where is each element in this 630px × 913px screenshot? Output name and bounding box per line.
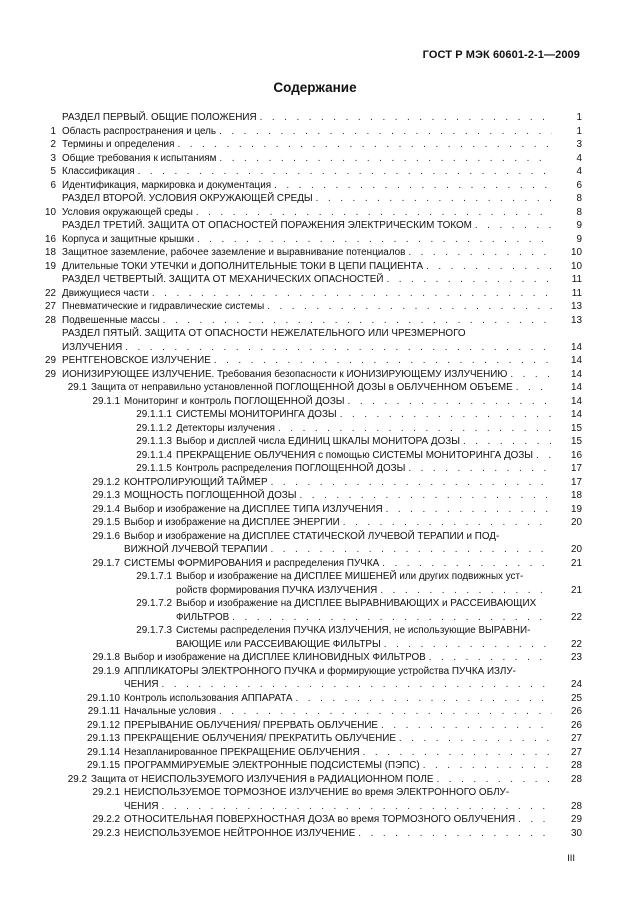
toc-entry-title: Общие требования к испытаниям	[62, 152, 217, 164]
toc-entry-page: 21	[571, 557, 582, 569]
dot-leader	[296, 692, 552, 706]
toc-entry[interactable]	[0, 827, 630, 841]
toc-entry[interactable]	[0, 489, 630, 503]
dot-leader	[271, 476, 552, 490]
toc-entry-number: 29.1.7	[92, 557, 120, 569]
toc-entry-number: 29.1.13	[87, 733, 120, 744]
toc-entry-number: 29.1.1	[92, 395, 120, 407]
toc-entry-number: 29.1.1.1	[136, 409, 172, 420]
toc-entry-title: ПРОГРАММИРУЕМЫЕ ЭЛЕКТРОННЫЕ ПОДСИСТЕМЫ (ПЭПС)	[124, 760, 420, 771]
toc-entry-number: 29.1.11	[87, 706, 120, 717]
toc-entry-page: 26	[571, 719, 582, 731]
dot-leader	[219, 125, 552, 139]
toc-entry-number: 29.1.15	[87, 760, 120, 771]
toc-entry[interactable]	[0, 462, 630, 476]
toc-entry-page: 28	[571, 773, 582, 785]
dot-leader	[214, 354, 552, 368]
dot-leader	[316, 192, 552, 206]
toc-entry[interactable]	[0, 165, 630, 179]
toc-entry-title: ВИЖНОЙ ЛУЧЕВОЙ ТЕРАПИИ	[124, 544, 268, 555]
toc-entry-number: 28	[45, 314, 56, 326]
toc-entry-number: 29.1.5	[92, 517, 120, 528]
toc-entry-number: 29.1.8	[92, 652, 120, 663]
toc-entry[interactable]	[0, 813, 630, 827]
toc-entry-title: Защитное заземление, рабочее заземление и выравнивание потенциалов	[62, 247, 406, 258]
toc-entry-title: МОЩНОСТЬ ПОГЛОЩЕННОЙ ДОЗЫ	[124, 490, 297, 501]
dot-leader	[536, 449, 552, 463]
dot-leader	[267, 300, 552, 314]
toc-entry[interactable]	[0, 570, 630, 597]
toc-entry-title: Детекторы излучения	[176, 422, 276, 434]
toc-entry-page: 17	[571, 463, 582, 474]
toc-entry-page: 14	[571, 382, 582, 393]
dot-leader	[381, 719, 552, 733]
toc-entry-title: ПРЕКРАЩЕНИЕ ОБЛУЧЕНИЯ с помощью СИСТЕМЫ МОНИТОРИНГА ДОЗЫ	[176, 449, 534, 461]
toc-entry[interactable]	[0, 125, 630, 139]
dot-leader	[386, 503, 552, 517]
toc-entry[interactable]	[0, 368, 630, 382]
toc-entry-page: 14	[571, 409, 582, 420]
toc-entry-page: 14	[571, 355, 582, 366]
toc-entry-page: 25	[571, 692, 582, 704]
dot-leader	[429, 651, 552, 665]
toc-entry-number: 22	[45, 287, 56, 299]
toc-entry-title: СИСТЕМЫ ФОРМИРОВАНИЯ и распределения ПУЧКА	[124, 557, 380, 569]
toc-entry-title: Незапланированное ПРЕКРАЩЕНИЕ ОБЛУЧЕНИЯ	[124, 746, 360, 758]
toc-entry-number: 29.1.7.2	[136, 598, 172, 609]
toc-entry-title: РАЗДЕЛ ТРЕТИЙ. ЗАЩИТА ОТ ОПАСНОСТЕЙ ПОРАЖЕНИЯ ЭЛЕКТРИЧЕСКИМ ТОКОМ	[62, 220, 472, 231]
toc-entry[interactable]	[0, 300, 630, 314]
dot-leader	[363, 746, 552, 760]
toc-entry-number: 10	[45, 206, 56, 218]
toc-entry-page: 13	[571, 301, 582, 312]
dot-leader	[423, 759, 552, 773]
dot-leader	[219, 152, 552, 166]
dot-leader	[426, 260, 552, 274]
toc-entry[interactable]	[0, 449, 630, 463]
toc-entry-page: 27	[571, 733, 582, 744]
toc-entry-page: 28	[571, 760, 582, 771]
toc-entry-number: 29.1.7.3	[136, 625, 172, 636]
dot-leader	[152, 287, 552, 301]
toc-entry-title: ИОНИЗИРУЮЩЕЕ ИЗЛУЧЕНИЕ. Требования безопасности к ИОНИЗИРУЮЩЕМУ ИЗЛУЧЕНИЮ	[62, 368, 508, 380]
toc-entry-page: 9	[576, 233, 582, 245]
toc-entry-page: 29	[571, 814, 582, 825]
toc-entry[interactable]	[0, 719, 630, 733]
dot-leader	[358, 827, 552, 841]
toc-entry-title: Подвешенные массы	[62, 314, 160, 326]
toc-entry-page: 4	[576, 166, 582, 177]
page-number: III	[567, 853, 575, 864]
toc-entry-title: Контроль использования АППАРАТА	[124, 692, 293, 704]
dot-leader	[518, 813, 552, 827]
toc-entry[interactable]	[0, 773, 630, 787]
toc-entry-number: 29.1.12	[87, 719, 120, 731]
toc-entry-title: ройств формирования ПУЧКА ИЗЛУЧЕНИЯ	[176, 584, 378, 596]
toc-entry[interactable]	[0, 557, 630, 571]
toc-entry-title: ИЗЛУЧЕНИЯ	[62, 341, 123, 353]
toc-entry-page: 28	[571, 800, 582, 812]
toc-entry-number: 29.1.2	[92, 476, 120, 488]
toc-entry-title: НЕИСПОЛЬЗУЕМОЕ ТОРМОЗНОЕ ИЗЛУЧЕНИЕ во время ЭЛЕКТРОННОГО ОБЛУ-	[124, 787, 510, 798]
dot-leader	[197, 233, 552, 247]
toc-entry-page: 10	[571, 247, 582, 258]
toc-entry-page: 9	[576, 220, 582, 231]
toc-entry-page: 30	[571, 827, 582, 839]
toc-entry-page: 11	[571, 287, 582, 299]
dot-leader	[125, 341, 552, 355]
toc-entry-title: Пневматические и гидравлические системы	[62, 301, 265, 312]
toc-entry[interactable]	[0, 192, 630, 206]
toc-entry-page: 19	[571, 503, 582, 515]
toc-entry-title: Выбор и изображение на ДИСПЛЕЕ ВЫРАВНИВАЮЩИХ и РАССЕИВАЮЩИХ	[176, 598, 537, 609]
toc-entry-page: 6	[576, 179, 582, 191]
dot-leader	[343, 516, 552, 530]
toc-entry[interactable]	[0, 111, 630, 125]
toc-entry-page: 21	[571, 584, 582, 596]
dot-leader	[162, 678, 552, 692]
toc-entry-page: 11	[571, 274, 582, 285]
toc-entry-number: 5	[50, 166, 56, 177]
toc-entry[interactable]	[0, 435, 630, 449]
dot-leader	[232, 611, 552, 625]
toc-entry-title: РАЗДЕЛ ЧЕТВЕРТЫЙ. ЗАЩИТА ОТ МЕХАНИЧЕСКИХ ОПАСНОСТЕЙ	[62, 274, 384, 285]
toc-entry[interactable]	[0, 422, 630, 436]
toc-entry-page: 8	[576, 206, 582, 218]
dot-leader	[380, 584, 552, 598]
toc-entry-title: Идентификация, маркировка и документация	[62, 179, 272, 191]
dot-leader	[516, 381, 552, 395]
toc-entry-number: 29.2.3	[92, 827, 120, 839]
dot-leader	[384, 638, 552, 652]
toc-entry[interactable]	[0, 665, 630, 692]
toc-entry-title: Выбор и изображение на ДИСПЛЕЕ ЭНЕРГИИ	[124, 517, 340, 528]
toc-entry[interactable]	[0, 746, 630, 760]
dot-leader	[475, 219, 552, 233]
toc-entry-number: 1	[50, 125, 56, 137]
toc-entry-number: 29	[45, 368, 56, 380]
toc-entry-title: Область распространения и цель	[62, 125, 217, 137]
toc-entry-title: Корпуса и защитные крышки	[62, 233, 194, 245]
toc-entry-title: Контроль распределения ПОГЛОЩЕННОЙ ДОЗЫ	[176, 463, 406, 474]
toc-entry-number: 29.2.1	[92, 787, 120, 798]
toc-entry-number: 27	[45, 301, 56, 312]
toc-entry-title: Системы распределения ПУЧКА ИЗЛУЧЕНИЯ, не использующие ВЫРАВНИ-	[176, 625, 531, 636]
toc-entry-page: 14	[571, 341, 582, 353]
toc-entry-title: НЕИСПОЛЬЗУЕМОЕ НЕЙТРОННОЕ ИЗЛУЧЕНИЕ	[124, 827, 356, 839]
toc-entry[interactable]	[0, 314, 630, 328]
toc-entry-number: 29.1.1.3	[136, 436, 172, 447]
toc-entry-number: 29.2	[67, 773, 87, 785]
toc-entry-page: 27	[571, 746, 582, 758]
toc-entry-title: Мониторинг и контроль ПОГЛОЩЕННОЙ ДОЗЫ	[124, 395, 345, 407]
toc-entry-page: 15	[571, 436, 582, 447]
toc-entry[interactable]	[0, 597, 630, 624]
toc-entry-page: 17	[571, 476, 582, 488]
toc-entry-number: 18	[45, 247, 56, 258]
toc-entry-page: 10	[571, 260, 582, 272]
toc-entry-title: Выбор и изображение на ДИСПЛЕЕ МИШЕНЕЙ или других подвижных уст-	[176, 571, 524, 582]
toc-entry-title: ФИЛЬТРОВ	[176, 611, 230, 623]
toc-entry-page: 16	[571, 449, 582, 461]
toc-entry-number: 6	[50, 179, 56, 191]
toc-entry-number: 29.1.1.4	[136, 449, 172, 461]
toc-entry[interactable]	[0, 233, 630, 247]
toc-entry-title: Термины и определения	[62, 139, 175, 150]
toc-entry-page: 22	[571, 638, 582, 650]
toc-entry-page: 8	[576, 193, 582, 204]
toc-entry-title: Выбор и изображение на ДИСПЛЕЕ ТИПА ИЗЛУЧЕНИЯ	[124, 503, 383, 515]
toc-entry-title: Движущиеся части	[62, 287, 149, 299]
dot-leader	[163, 314, 552, 328]
toc-entry-number: 29.1.7.1	[136, 571, 172, 582]
toc-entry-title: ЧЕНИЯ	[124, 679, 159, 690]
toc-entry-number: 29.1.6	[92, 530, 120, 542]
dot-leader	[177, 138, 552, 152]
toc-entry[interactable]	[0, 152, 630, 166]
toc-entry-page: 23	[571, 652, 582, 663]
toc-entry-title: ВАЮЩИЕ или РАССЕИВАЮЩИЕ ФИЛЬТРЫ	[176, 638, 381, 650]
dot-leader	[382, 557, 552, 571]
dot-leader	[162, 800, 552, 814]
toc-entry-number: 29.1.9	[92, 665, 120, 677]
toc-entry-number: 19	[45, 260, 56, 272]
dot-leader	[437, 773, 553, 787]
toc-entry[interactable]	[0, 206, 630, 220]
toc-entry[interactable]	[0, 476, 630, 490]
toc-entry[interactable]	[0, 651, 630, 665]
toc-entry-page: 18	[571, 490, 582, 501]
toc-entry-title: ПРЕКРАЩЕНИЕ ОБЛУЧЕНИЯ/ ПРЕКРАТИТЬ ОБЛУЧЕНИЕ	[124, 733, 396, 744]
dot-leader	[408, 462, 552, 476]
dot-leader	[270, 543, 552, 557]
page-title: Содержание	[273, 80, 357, 95]
toc-entry-title: РЕНТГЕНОВСКОЕ ИЗЛУЧЕНИЕ	[62, 355, 211, 366]
toc-entry-number: 29.1.1.2	[136, 422, 172, 434]
toc-entry[interactable]	[0, 408, 630, 422]
toc-entry-page: 15	[571, 422, 582, 434]
dot-leader	[340, 408, 552, 422]
toc-entry-page: 14	[571, 368, 582, 380]
dot-leader	[463, 435, 552, 449]
toc-entry-number: 29.1.14	[87, 746, 120, 758]
dot-leader	[348, 395, 552, 409]
toc-entry[interactable]	[0, 138, 630, 152]
toc-entry-page: 13	[571, 314, 582, 326]
dot-leader	[386, 273, 552, 287]
toc-entry[interactable]	[0, 246, 630, 260]
toc-entry-number: 2	[50, 139, 56, 150]
dot-leader	[510, 368, 552, 382]
dot-leader	[219, 705, 552, 719]
toc-entry-title: Выбор и изображение на ДИСПЛЕЕ СТАТИЧЕСКОЙ ЛУЧЕВОЙ ТЕРАПИИ и ПОД-	[124, 530, 500, 542]
toc-entry-page: 1	[576, 125, 582, 137]
toc-entry-title: Защита от НЕИСПОЛЬЗУЕМОГО ИЗЛУЧЕНИЯ в РАДИАЦИОННОМ ПОЛЕ	[91, 773, 434, 785]
toc-entry-title: КОНТРОЛИРУЮЩИЙ ТАЙМЕР	[124, 476, 268, 488]
toc-entry-title: Классификация	[62, 166, 135, 177]
toc-entry[interactable]	[0, 503, 630, 517]
toc-entry-number: 29.1.10	[87, 692, 120, 704]
toc-entry-title: Выбор и дисплей числа ЕДИНИЦ ШКАЛЫ МОНИТОРА ДОЗЫ	[176, 436, 460, 447]
toc-entry[interactable]	[0, 786, 630, 813]
toc-entry[interactable]	[0, 354, 630, 368]
toc-entry-page: 26	[571, 706, 582, 717]
toc-entry-number: 29.2.2	[92, 814, 120, 825]
toc-entry[interactable]	[0, 692, 630, 706]
dot-leader	[196, 206, 552, 220]
toc-entry[interactable]	[0, 395, 630, 409]
toc-entry[interactable]	[0, 273, 630, 287]
toc-entry-title: ЧЕНИЯ	[124, 800, 159, 812]
toc-entry-title: ОТНОСИТЕЛЬНАЯ ПОВЕРХНОСТНАЯ ДОЗА во время ТОРМОЗНОГО ОБЛУЧЕНИЯ	[124, 814, 516, 825]
toc-entry-number: 29	[45, 355, 56, 366]
document-header: ГОСТ Р МЭК 60601-2-1—2009	[422, 49, 580, 61]
toc-entry[interactable]	[0, 516, 630, 530]
toc-entry-page: 20	[571, 517, 582, 528]
toc-entry[interactable]	[0, 219, 630, 233]
toc-entry-page: 22	[571, 611, 582, 623]
dot-leader	[138, 165, 552, 179]
toc-entry[interactable]	[0, 705, 630, 719]
toc-entry-number: 29.1.4	[92, 503, 120, 515]
dot-leader	[408, 246, 552, 260]
toc-entry-title: АППЛИКАТОРЫ ЭЛЕКТРОННОГО ПУЧКА и формирующие устройства ПУЧКА ИЗЛУ-	[124, 665, 516, 677]
toc-entry[interactable]	[0, 381, 630, 395]
toc-entry[interactable]	[0, 179, 630, 193]
toc-entry-title: СИСТЕМЫ МОНИТОРИНГА ДОЗЫ	[176, 409, 337, 420]
toc-entry[interactable]	[0, 732, 630, 746]
toc-entry-title: ПРЕРЫВАНИЕ ОБЛУЧЕНИЯ/ ПРЕРВАТЬ ОБЛУЧЕНИЕ	[124, 719, 379, 731]
toc-entry-page: 24	[571, 679, 582, 690]
toc-entry[interactable]	[0, 287, 630, 301]
toc-entry-number: 16	[45, 233, 56, 245]
dot-leader	[274, 179, 552, 193]
toc-entry-page: 20	[571, 544, 582, 555]
toc-entry[interactable]	[0, 260, 630, 274]
dot-leader	[260, 111, 552, 125]
toc-entry-title: РАЗДЕЛ ПЕРВЫЙ. ОБЩИЕ ПОЛОЖЕНИЯ	[62, 112, 257, 123]
dot-leader	[399, 732, 552, 746]
dot-leader	[299, 489, 552, 503]
toc-entry-title: Начальные условия	[124, 706, 216, 717]
toc-entry-page: 1	[576, 112, 582, 123]
toc-entry[interactable]	[0, 624, 630, 651]
toc-entry-title: Выбор и изображение на ДИСПЛЕЕ КЛИНОВИДНЫХ ФИЛЬТРОВ	[124, 652, 426, 663]
toc-entry-title: РАЗДЕЛ ПЯТЫЙ. ЗАЩИТА ОТ ОПАСНОСТИ НЕЖЕЛАТЕЛЬНОГО ИЛИ ЧРЕЗМЕРНОГО	[62, 328, 466, 339]
toc-entry-title: РАЗДЕЛ ВТОРОЙ. УСЛОВИЯ ОКРУЖАЮЩЕЙ СРЕДЫ	[62, 193, 313, 204]
toc-entry-title: Защита от неправильно установленной ПОГЛОЩЕННОЙ ДОЗЫ в ОБЛУЧЕННОМ ОБЪЕМЕ	[91, 382, 513, 393]
toc-entry-number: 29.1.3	[92, 490, 120, 501]
toc-entry-page: 3	[576, 139, 582, 150]
toc-entry-title: Условия окружающей среды	[62, 206, 193, 218]
toc-entry-title: Длительные ТОКИ УТЕЧКИ и ДОПОЛНИТЕЛЬНЫЕ ТОКИ В ЦЕПИ ПАЦИЕНТА	[62, 260, 424, 272]
toc-entry-page: 4	[576, 152, 582, 164]
dot-leader	[278, 422, 552, 436]
toc-entry[interactable]	[0, 530, 630, 557]
toc-entry[interactable]	[0, 759, 630, 773]
toc-entry[interactable]	[0, 327, 630, 354]
toc-entry-number: 3	[50, 152, 56, 164]
toc-entry-number: 29.1.1.5	[136, 463, 172, 474]
toc-entry-page: 14	[571, 395, 582, 407]
toc-entry-number: 29.1	[67, 382, 87, 393]
